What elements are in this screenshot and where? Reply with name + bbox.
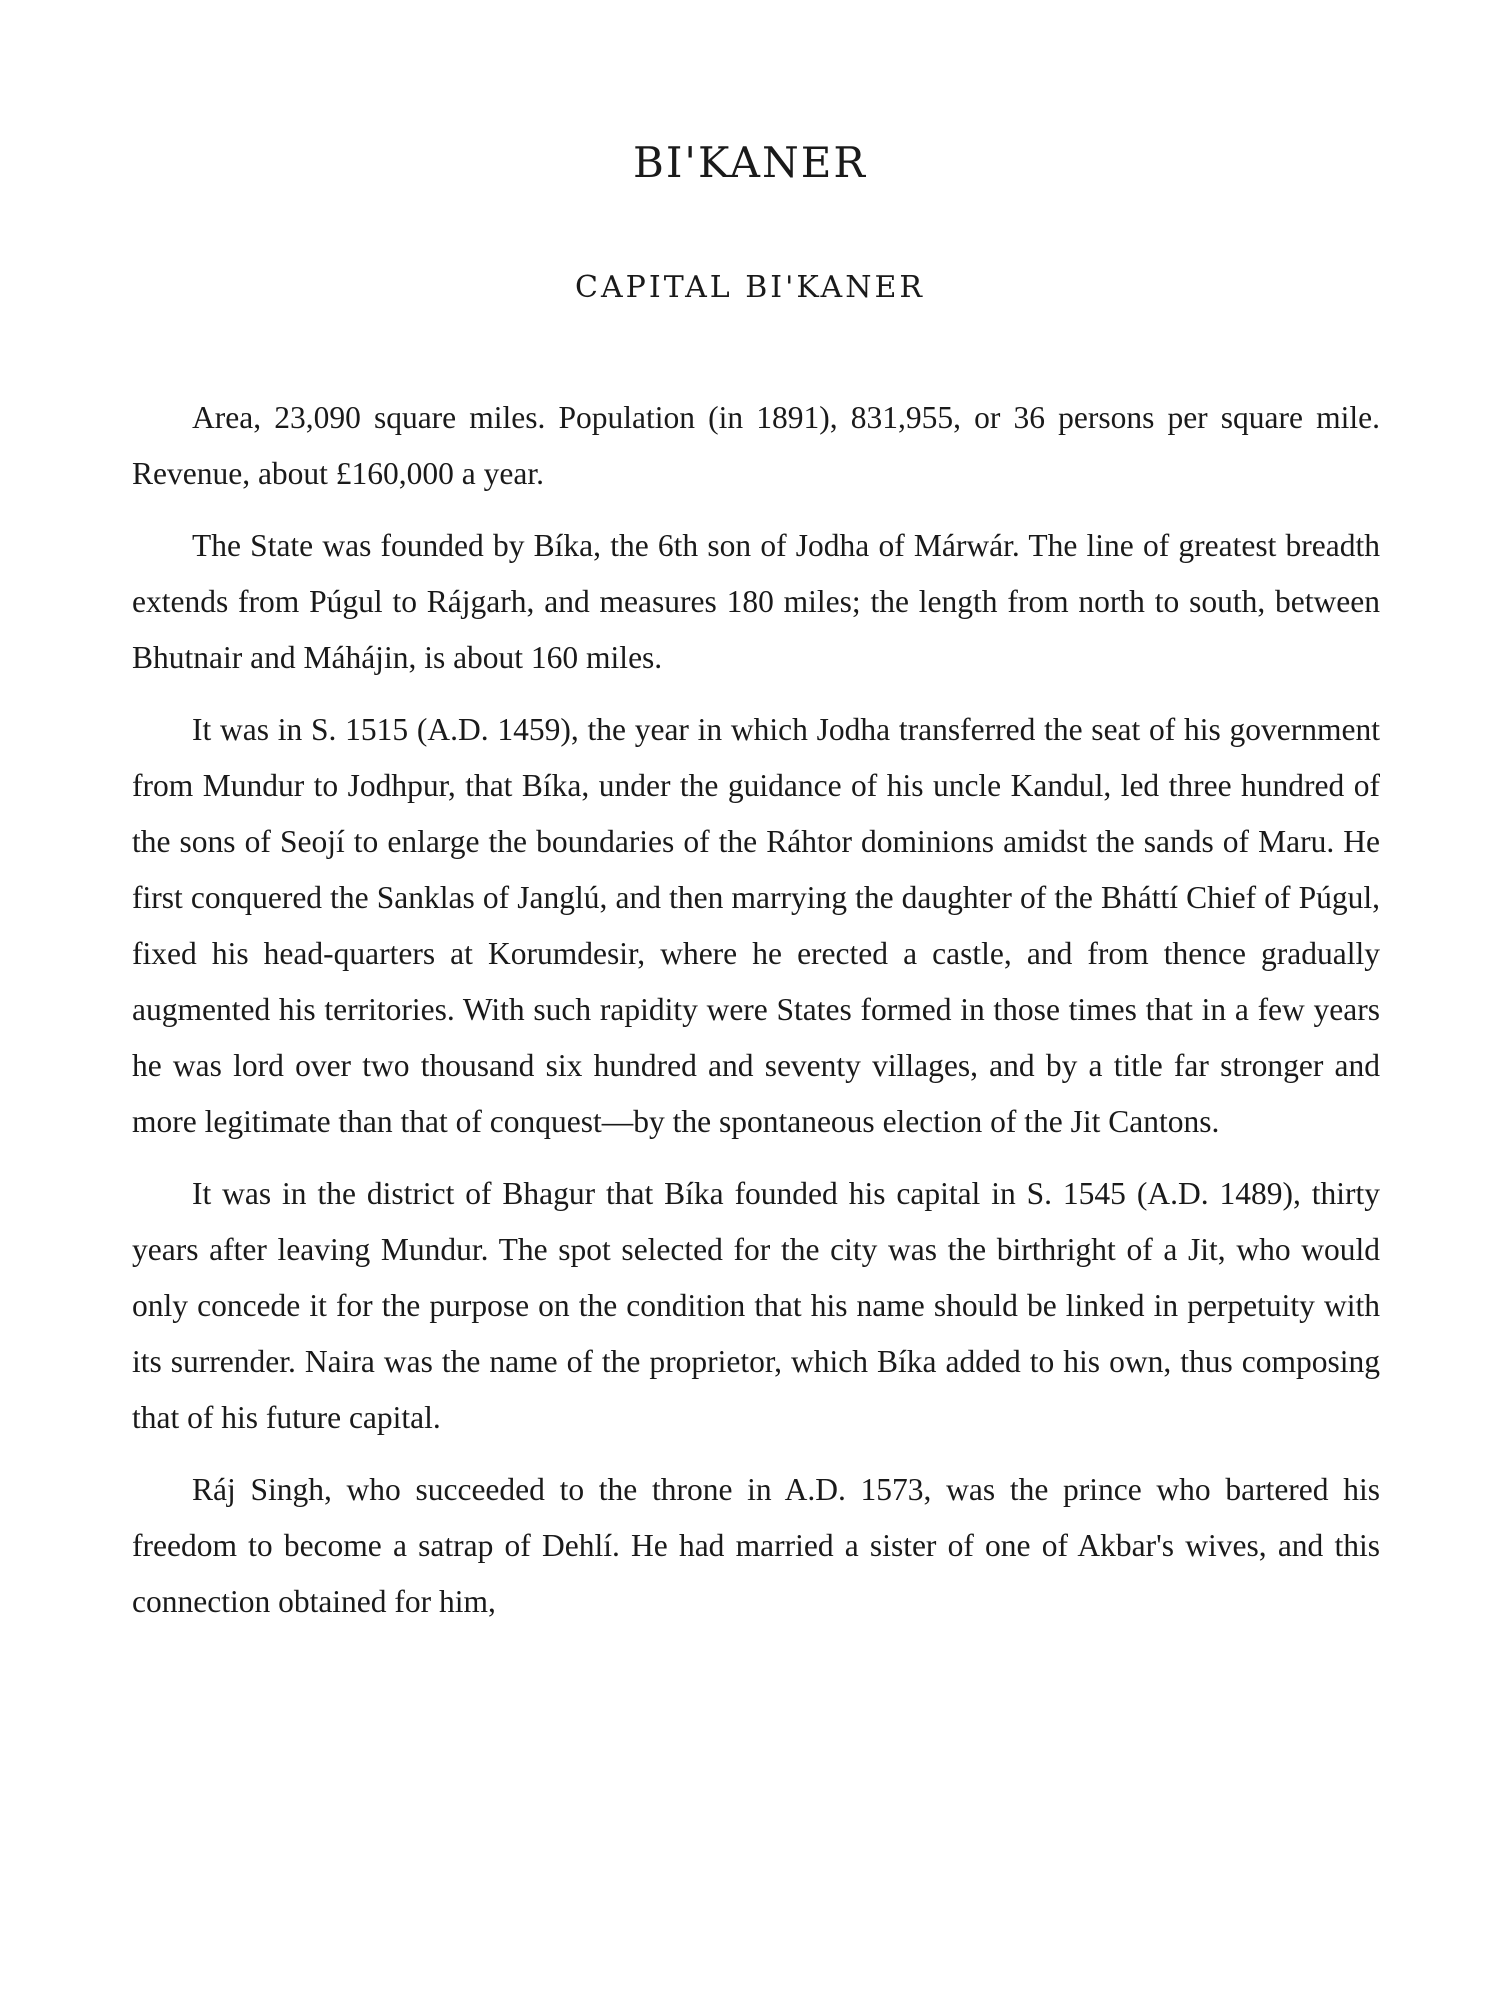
page-title: BI'KANER (632, 138, 868, 187)
paragraph-statistics: Area, 23,090 square miles. Population (in 1891), 831,955, or 36 persons per square mile. Revenue, about £160,000 a year. (132, 400, 1380, 491)
page-subtitle: CAPITAL BI'KANER (575, 270, 925, 305)
paragraph-founding: The State was founded by Bíka, the 6th son of Jodha of Márwár. The line of greatest breadth extends from Púgul to Rájgarh, and measures 180 miles; the length from north to south, between Bhutnair and Máhájin, is about 160 miles. (132, 528, 1380, 675)
paragraph-conquest: It was in S. 1515 (A.D. 1459), the year in which Jodha transferred the seat of his government from Mundur to Jodhpur, that Bíka, under the guidance of his uncle Kandul, led three hundred of the sons of Seojí to enlarge the boundaries of the Ráhtor dominions amidst the sands of Maru. He first conquered the Sanklas of Janglú, and then marrying the daughter of the Bháttí Chief of Púgul, fixed his head-quarters at Korumdesir, where he erected a castle, and from thence gradually augmented his territories. With such rapidity were States formed in those times that in a few years he was lord over two thousand six hundred and seventy villages, and by a title far stronger and more legitimate than that of conquest—by the spontaneous election of the Jit Cantons. (132, 712, 1380, 1139)
paragraph-capital: It was in the district of Bhagur that Bíka founded his capital in S. 1545 (A.D. 1489), thirty years after leaving Mundur. The spot selected for the city was the birthright of a Jit, who would only concede it for the purpose on the condition that his name should be linked in perpetuity with its surrender. Naira was the name of the proprietor, which Bíka added to his own, thus composing that of his future capital. (132, 1176, 1380, 1435)
document-body (132, 390, 1380, 1646)
paragraph-raj-singh: Ráj Singh, who succeeded to the throne in A.D. 1573, was the prince who bartered his freedom to become a satrap of Dehlí. He had married a sister of one of Akbar's wives, and this connection obtained for him, (132, 1472, 1380, 1619)
